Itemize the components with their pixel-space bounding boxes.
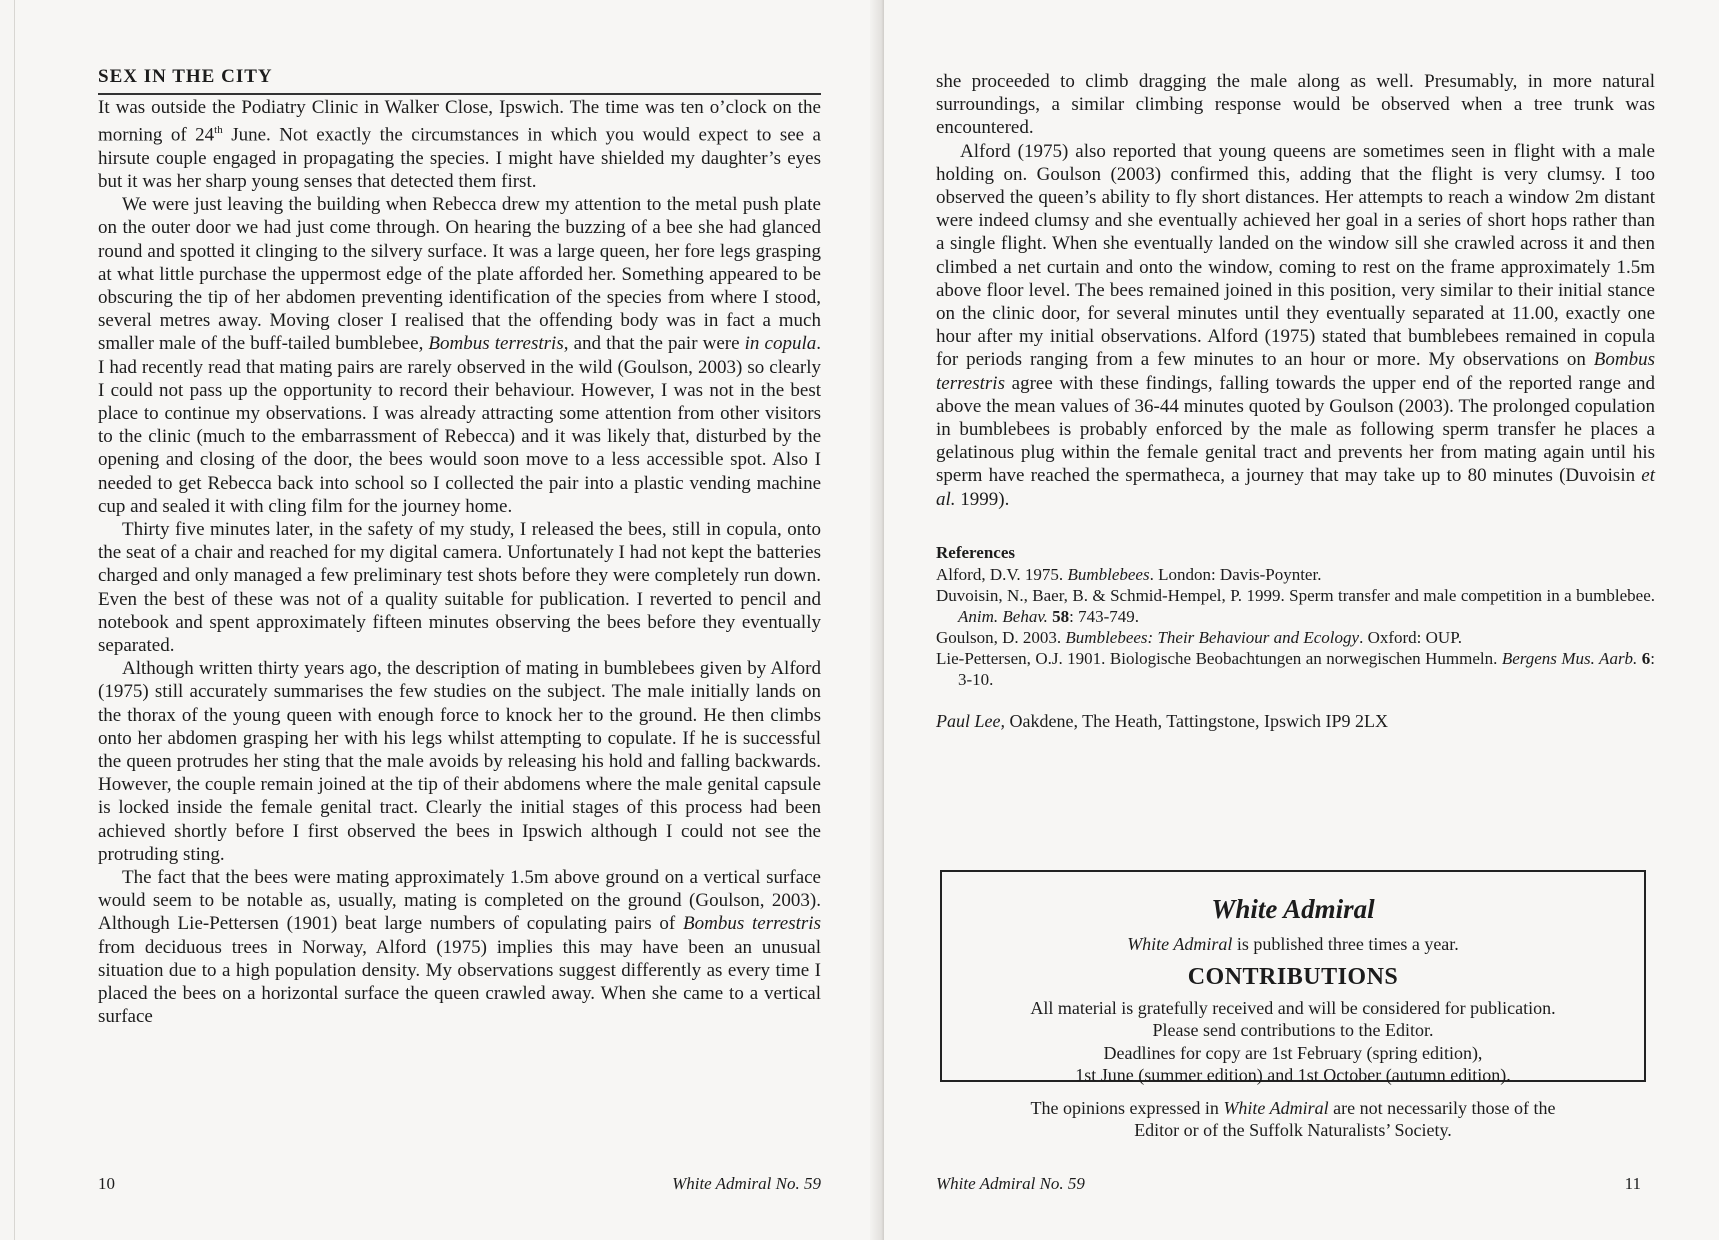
paragraph: she proceeded to climb dragging the male along as well. Presumably, in more natural surroundings, a similar climbing response would be observed when a tree trunk was encountered. [936,71,1655,139]
paragraph: It was outside the Podiatry Clinic in Walker Close, Ipswich. The time was ten o’clock on the morning of 24th June. Not exactly the circumstances in which you would expect to see a hirsute couple engaged in propagating the species. I might have shielded my daughter’s eyes but it was her sharp young senses that detected them first. [98,97,821,192]
paragraph: The fact that the bees were mating approximately 1.5m above ground on a vertical surface would seem to be notable as, usually, mating is completed on the ground (Goulson, 2003). Although Lie-Pettersen (1901) beat large numbers of copulating pairs of Bombus terrestris from deciduous trees in Norway, Alford (1975) implies this may have been an unusual situation due to a high population density. My observations suggest differently as every time I placed the bees on a horizontal surface the queen crawled away. When she came to a vertical surface [98,867,821,1028]
author-credit: Paul Lee, Oakdene, The Heath, Tattingstone, Ipswich IP9 2LX [936,711,1388,732]
box-title: White Admiral [1211,894,1375,924]
box-line: 1st June (summer edition) and 1st October (autumn edition). [1075,1065,1511,1085]
paragraph: Thirty five minutes later, in the safety of my study, I released the bees, still in copula, onto the seat of a chair and reached for my digital camera. Unfortunately I had not kept the batteries charged and only managed a few preliminary test shots before they were completely run down. Even the best of these was not of a quality suitable for publication. I reverted to pencil and notebook and spent approximately fifteen minutes observing the bees before they eventually separated. [98,518,821,656]
right-page [884,0,1719,1240]
article-heading: SEX IN THE CITY [98,66,821,95]
publication-info-box [940,870,1646,1140]
contributions-heading: CONTRIBUTIONS [1187,963,1399,990]
box-line: Editor or of the Suffolk Naturalists’ Society. [1134,1120,1452,1140]
reference-item: Goulson, D. 2003. Bumblebees: Their Behaviour and Ecology. Oxford: OUP. [936,628,1463,648]
box-line: The opinions expressed in White Admiral are not necessarily those of the [1030,1097,1556,1118]
left-page [14,0,885,1240]
page-number: 11 [1624,1174,1641,1193]
paragraph: Alford (1975) also reported that young queens are sometimes seen in flight with a male holding on. Goulson (2003) confirmed this, adding that the flight is very clumsy. I too observed the queen’s ability to fly short distances. Her attempts to reach a window 2m distant were indeed clumsy and she eventually achieved her goal in a series of short hops rather than a single flight. When she eventually landed on the window sill she crawled across it and then climbed a net curtain and onto the window, coming to rest on the frame approximately 1.5m above floor level. The bees remained joined in this position, very similar to their initial stance on the clinic door, for several minutes until they eventually separated at 11.00, exactly one hour after my initial observations. Alford (1975) stated that bumblebees remained in copula for periods ranging from a few minutes to an hour or more. My observations on Bombus terrestris agree with these findings, falling towards the upper end of the reported range and above the mean values of 36-44 minutes quoted by Goulson (2003). The prolonged copulation in bumblebees is probably enforced by the male as following sperm transfer he places a gelatinous plug within the female genital tract and prevents her from mating again until his sperm have reached the spermatheca, a journey that may take up to 80 minutes (Duvoisin et al. 1999). [936,140,1655,510]
reference-item: Alford, D.V. 1975. Bumblebees. London: Davis-Poynter. [936,565,1322,585]
running-title: White Admiral No. 59 [672,1174,821,1193]
box-line: Please send contributions to the Editor. [1152,1020,1434,1040]
running-title: White Admiral No. 59 [936,1174,1085,1193]
reference-item: Lie-Pettersen, O.J. 1901. Biologische Beobachtungen an norwegischen Hummeln. Bergens Mus. Aarb. 6: 3-10. [936,649,1656,690]
right-column [936,70,1655,733]
reference-item: Duvoisin, N., Baer, B. & Schmid-Hempel, P. 1999. Sperm transfer and male competition in a bumblebee. Anim. Behav. 58: 743-749. [936,586,1655,627]
page-number: 10 [98,1174,115,1193]
references-heading: References [936,542,1015,562]
box-line: Deadlines for copy are 1st February (spring edition), [1103,1042,1483,1063]
box-line: All material is gratefully received and will be considered for publication. [1030,997,1556,1018]
box-line: White Admiral is published three times a year. [1127,934,1459,954]
left-column [98,96,821,1028]
paragraph: We were just leaving the building when Rebecca drew my attention to the metal push plate on the outer door we had just come through. On hearing the buzzing of a bee she had glanced round and spotted it clinging to the silvery surface. It was a large queen, her fore legs grasping at what little purchase the uppermost edge of the plate afforded her. Something appeared to be obscuring the tip of her abdomen preventing identification of the species from where I stood, several metres away. Moving closer I realised that the offending body was in fact a much smaller male of the buff-tailed bumblebee, Bombus terrestris, and that the pair were in copula. I had recently read that mating pairs are rarely observed in the wild (Goulson, 2003) so clearly I could not pass up the opportunity to record their behaviour. However, I was not in the best place to continue my observations. I was already attracting some attention from other visitors to the clinic (much to the embarrassment of Rebecca) and it was likely that, disturbed by the opening and closing of the door, the bees would soon move to a less accessible spot. Also I needed to get Rebecca back into school so I collected the pair into a plastic vending machine cup and sealed it with cling film for the journey home. [98,194,821,517]
paragraph: Although written thirty years ago, the description of mating in bumblebees given by Alford (1975) still accurately summarises the few studies on the subject. The male initially lands on the thorax of the young queen with enough force to knock her to the ground. He then climbs onto her abdomen grasping her with his legs whilst attempting to copulate. If he is successful the queen protrudes her sting that the male avoids by releasing his hold and falling backwards. However, the couple remain joined at the tip of their abdomens where the male genital capsule is locked inside the female genital tract. Clearly the initial stages of this process had been achieved shortly before I first observed the bees in Ipswich although I could not see the protruding sting. [98,658,821,865]
